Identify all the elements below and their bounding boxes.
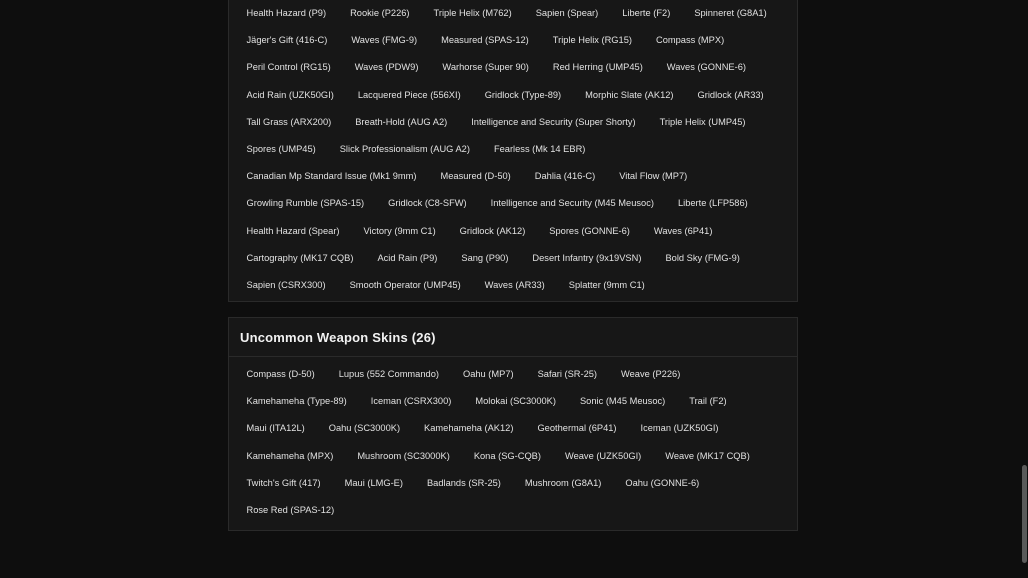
skin-item[interactable]: Lacquered Piece (556XI) xyxy=(357,89,461,100)
skin-item[interactable]: Kamehameha (MPX) xyxy=(246,450,334,461)
skin-item[interactable]: Weave (P226) xyxy=(621,369,681,379)
skin-item[interactable]: Intelligence and Security (Super Shorty) xyxy=(471,116,636,127)
skin-item[interactable]: Maui (LMG-E) xyxy=(344,477,403,488)
skin-item[interactable]: Peril Control (RG15) xyxy=(246,62,331,73)
skin-item[interactable]: Dahlia (416-C) xyxy=(534,171,596,182)
skin-item[interactable]: Waves (AR33) xyxy=(484,279,545,290)
skin-item[interactable]: Weave (UZK50GI) xyxy=(564,450,642,461)
skin-item[interactable]: Spores (UMP45) xyxy=(246,143,316,154)
skin-item[interactable]: Oahu (GONNE-6) xyxy=(625,477,700,488)
skin-item[interactable]: Measured (SPAS-12) xyxy=(441,35,529,46)
uncommon-skins-header xyxy=(229,318,797,357)
skin-item[interactable]: Oahu (MP7) xyxy=(462,369,514,379)
skin-item[interactable]: Desert Infantry (9x19VSN) xyxy=(532,252,642,263)
skin-item[interactable]: Gridlock (Type-89) xyxy=(484,89,562,100)
skin-item[interactable]: Health Hazard (P9) xyxy=(246,8,327,18)
skin-item[interactable]: Kona (SG-CQB) xyxy=(473,450,541,461)
skin-item[interactable]: Spinneret (G8A1) xyxy=(694,8,767,18)
skin-item[interactable]: Triple Helix (UMP45) xyxy=(659,116,746,127)
skin-item[interactable]: Compass (D-50) xyxy=(246,369,315,379)
skin-item[interactable]: Sapien (CSRX300) xyxy=(246,279,326,290)
skin-item[interactable]: Measured (D-50) xyxy=(440,171,511,182)
skin-item[interactable]: Waves (GONNE-6) xyxy=(666,62,746,73)
skin-item[interactable]: Breath-Hold (AUG A2) xyxy=(355,116,448,127)
skin-item[interactable]: Badlands (SR-25) xyxy=(426,477,501,488)
skin-item[interactable]: Lupus (552 Commando) xyxy=(338,369,439,379)
skin-item[interactable]: Red Herring (UMP45) xyxy=(552,62,643,73)
skin-item[interactable]: Fearless (Mk 14 EBR) xyxy=(493,143,586,154)
skin-item[interactable]: Rose Red (SPAS-12) xyxy=(246,504,335,515)
skin-item[interactable]: Sapien (Spear) xyxy=(535,8,599,18)
skin-item[interactable]: Rookie (P226) xyxy=(350,8,410,18)
skin-item[interactable]: Waves (PDW9) xyxy=(354,62,419,73)
skin-item[interactable]: Cartography (MK17 CQB) xyxy=(246,252,354,263)
skin-item[interactable]: Bold Sky (FMG-9) xyxy=(665,252,740,263)
skin-item[interactable]: Sonic (M45 Meusoc) xyxy=(579,396,666,407)
skin-item[interactable]: Mushroom (SC3000K) xyxy=(357,450,450,461)
skin-item[interactable]: Jäger's Gift (416-C) xyxy=(246,35,328,46)
skin-item[interactable]: Geothermal (6P41) xyxy=(537,423,617,434)
skin-item[interactable]: Tall Grass (ARX200) xyxy=(246,116,332,127)
skin-item[interactable]: Acid Rain (P9) xyxy=(377,252,438,263)
skin-item[interactable]: Safari (SR-25) xyxy=(537,369,598,379)
skin-item[interactable]: Splatter (9mm C1) xyxy=(568,279,645,290)
uncommon-skins-panel xyxy=(228,317,798,531)
skin-item[interactable]: Warhorse (Super 90) xyxy=(442,62,529,73)
skin-item[interactable]: Health Hazard (Spear) xyxy=(246,225,340,236)
skin-item[interactable]: Intelligence and Security (M45 Meusoc) xyxy=(490,198,654,209)
skin-item[interactable]: Spores (GONNE-6) xyxy=(549,225,630,236)
skin-item[interactable]: Gridlock (AR33) xyxy=(697,89,764,100)
uncommon-skins-list xyxy=(229,357,797,524)
skin-item[interactable]: Trail (F2) xyxy=(689,396,727,407)
skin-item[interactable]: Weave (MK17 CQB) xyxy=(665,450,750,461)
common-skins-list xyxy=(229,0,797,299)
skin-item[interactable]: Sang (P90) xyxy=(461,252,509,263)
skin-item[interactable]: Slick Professionalism (AUG A2) xyxy=(339,143,470,154)
uncommon-skins-title: Uncommon Weapon Skins (26) xyxy=(240,329,436,345)
scrollbar-thumb[interactable] xyxy=(1022,465,1027,563)
skin-item[interactable]: Iceman (UZK50GI) xyxy=(640,423,719,434)
skin-item[interactable]: Iceman (CSRX300) xyxy=(370,396,452,407)
skin-item[interactable]: Victory (9mm C1) xyxy=(363,225,436,236)
skin-item[interactable]: Growling Rumble (SPAS-15) xyxy=(246,198,365,209)
skin-item[interactable]: Maui (ITA12L) xyxy=(246,423,305,434)
skin-item[interactable]: Vital Flow (MP7) xyxy=(619,171,688,182)
skin-item[interactable]: Oahu (SC3000K) xyxy=(328,423,401,434)
skin-item[interactable]: Compass (MPX) xyxy=(655,35,725,46)
skin-item[interactable]: Smooth Operator (UMP45) xyxy=(349,279,461,290)
skin-item[interactable]: Morphic Slate (AK12) xyxy=(585,89,674,100)
skin-item[interactable]: Kamehameha (Type-89) xyxy=(246,396,347,407)
skin-item[interactable]: Liberte (F2) xyxy=(622,8,671,18)
skin-item[interactable]: Mushroom (G8A1) xyxy=(524,477,602,488)
skin-item[interactable]: Gridlock (C8-SFW) xyxy=(388,198,467,209)
skin-item[interactable]: Molokai (SC3000K) xyxy=(475,396,556,407)
page-scrollbar[interactable] xyxy=(1021,0,1028,578)
common-skins-panel xyxy=(228,0,798,302)
skin-item[interactable]: Triple Helix (M762) xyxy=(433,8,512,18)
skin-item[interactable]: Gridlock (AK12) xyxy=(459,225,526,236)
skin-item[interactable]: Canadian Mp Standard Issue (Mk1 9mm) xyxy=(246,171,417,182)
skin-item[interactable]: Waves (FMG-9) xyxy=(351,35,418,46)
skin-item[interactable]: Kamehameha (AK12) xyxy=(424,423,514,434)
skin-item[interactable]: Triple Helix (RG15) xyxy=(552,35,632,46)
skin-item[interactable]: Twitch's Gift (417) xyxy=(246,477,321,488)
skin-item[interactable]: Liberte (LFP586) xyxy=(677,198,748,209)
skin-item[interactable]: Waves (6P41) xyxy=(653,225,713,236)
skin-item[interactable]: Acid Rain (UZK50GI) xyxy=(246,89,334,100)
